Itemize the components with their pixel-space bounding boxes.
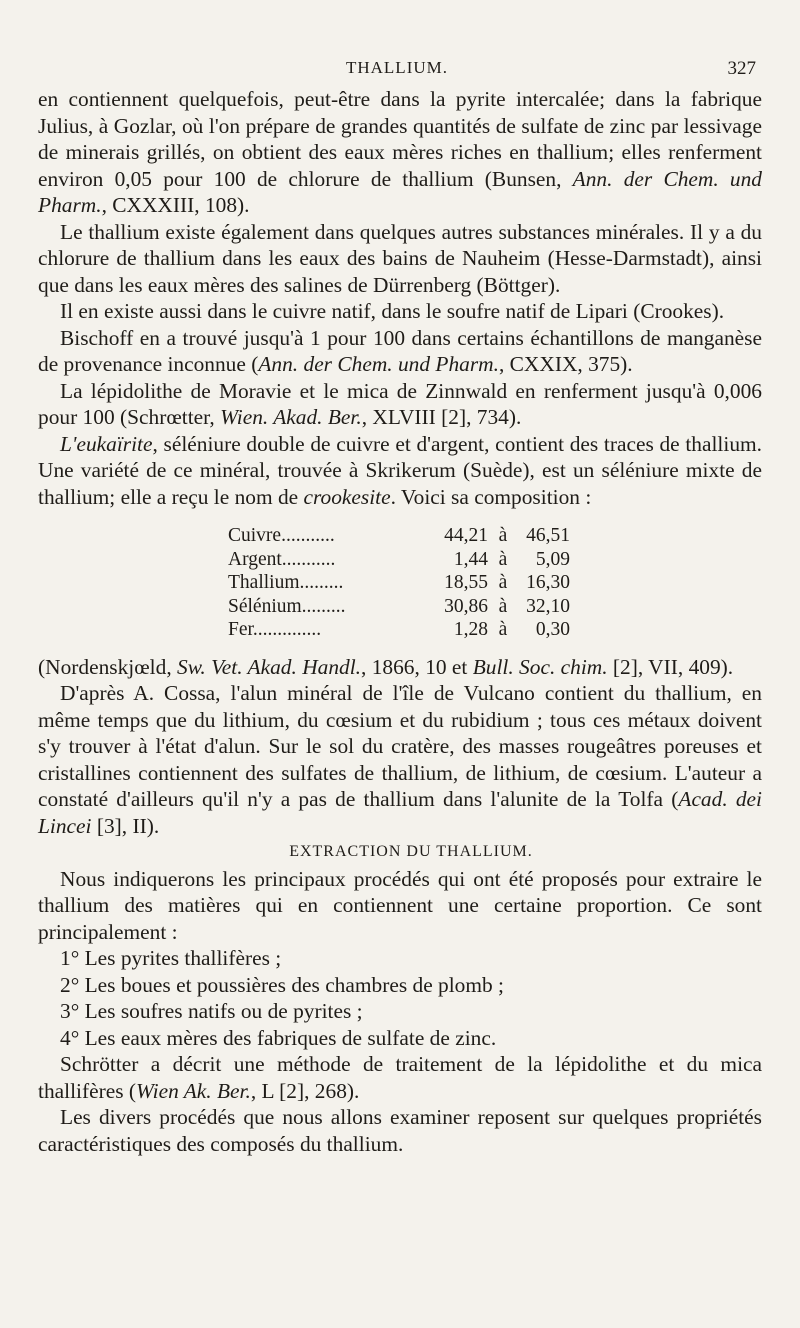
composition-row	[228, 548, 570, 572]
paragraph-lipari: Il en existe aussi dans le cuivre natif, dans le soufre natif de Lipari (Crookes).	[60, 299, 725, 323]
paragraph-text: en contiennent quelquefois, peut-être dans la pyrite intercalée; dans la fabrique Julius, à Gozlar, où l'on prépare de grandes quantités de sulfate de zinc par lessivage de minerais grillés, on obtient des eaux mères riches en thallium; elles renferment environ 0,05 pour 100 de chlorure de thallium (Bunsen,	[38, 87, 762, 191]
paragraph-text: [3], II).	[91, 813, 160, 838]
paragraph-text: , CXXXIII, 108).	[101, 193, 250, 217]
paragraph-conclusion: Les divers procédés que nous allons examiner reposent sur quelques propriétés caractéristiques des composés du thallium.	[38, 1105, 762, 1156]
paragraph-schroetter	[38, 1051, 762, 1104]
page-number: 327	[727, 58, 756, 79]
citation: Bull. Soc. chim.	[472, 654, 608, 679]
composition-table	[228, 524, 570, 642]
paragraph-bischoff	[38, 325, 762, 378]
paragraph-text: . Voici sa composition :	[390, 484, 592, 509]
paragraph-continuation	[38, 86, 762, 219]
paragraph-nordenskjoeld	[38, 654, 762, 681]
mineral-name: L'eukaïrite	[60, 431, 153, 456]
body-text	[38, 86, 762, 1157]
composition-element: Cuivre...........	[228, 525, 335, 546]
section-heading: EXTRACTION DU THALLIUM.	[289, 843, 533, 860]
list-item: 4° Les eaux mères des fabriques de sulfate de zinc.	[60, 1025, 497, 1050]
citation: Wien. Akad. Ber.	[220, 405, 362, 429]
paragraph-text: (Nordenskjœld,	[38, 654, 178, 679]
paragraph-text: [2], VII, 409).	[607, 654, 734, 679]
composition-element: Thallium.........	[228, 572, 344, 593]
list-item: 1° Les pyrites thallifères ;	[60, 946, 282, 970]
composition-element: Fer..............	[228, 619, 322, 640]
paragraph-text: Schrötter a décrit une méthode de traitement de la lépidolithe et du mica thallifères (	[38, 1052, 762, 1103]
citation: Sw. Vet. Akad. Handl.	[177, 654, 362, 679]
paragraph-text: La lépidolithe de Moravie et le mica de Zinnwald en renferment jusqu'à 0,006 pour 100 (Schrœtter,	[38, 378, 762, 429]
composition-max: 5,09	[535, 548, 570, 570]
citation: Wien Ak. Ber.	[136, 1078, 251, 1103]
composition-separator: à	[498, 548, 508, 570]
paragraph-lepidolithe	[38, 378, 762, 431]
paragraph-text: , L [2], 268).	[250, 1078, 360, 1103]
paragraph-text: , XLVIII [2], 734).	[361, 405, 522, 429]
composition-max: 46,51	[526, 525, 570, 546]
paragraph-text: D'après A. Cossa, l'alun minéral de l'île de Vulcano contient du thallium, en même temps que du lithium, du cœsium et du rubidium ; tous ces métaux doivent s'y trouver à l'état d'alun. Sur le sol du cratère, des masses rougeâtres poreuses et cristallines contiennent des sulfates de thallium, de lithium, de cœsium. L'auteur a constaté d'ailleurs qu'il n'y a pas de thallium dans l'alunite de la Tolfa (	[38, 681, 762, 811]
paragraph-text: , séléniure double de cuivre et d'argent, contient des traces de thallium. Une variété de ce minéral, trouvée à Skrikerum (Suède), est un séléniure mixte de thallium; elle a reçu le nom de	[38, 431, 762, 509]
composition-element: Argent...........	[228, 548, 336, 570]
composition-min: 1,28	[453, 619, 488, 640]
composition-min: 1,44	[453, 548, 488, 570]
composition-element: Sélénium.........	[228, 595, 346, 617]
composition-row	[228, 618, 570, 642]
composition-max: 0,30	[535, 619, 570, 640]
composition-max: 32,10	[526, 595, 570, 617]
composition-min: 44,21	[444, 525, 488, 546]
composition-row	[228, 595, 570, 619]
composition-separator: à	[498, 572, 508, 593]
paragraph-text: Bischoff en a trouvé jusqu'à 1 pour 100 dans certains échantillons de manganèse de provenance inconnue (	[38, 325, 762, 376]
composition-separator: à	[498, 619, 508, 640]
paragraph-text: , 1866, 10 et	[361, 654, 473, 679]
composition-separator: à	[498, 525, 508, 546]
citation: Acad. dei Lincei	[38, 787, 762, 838]
composition-min: 18,55	[444, 572, 488, 593]
list-item: 3° Les soufres natifs ou de pyrites ;	[60, 999, 363, 1023]
paragraph-eukairite	[38, 431, 762, 511]
composition-separator: à	[498, 595, 508, 617]
composition-min: 30,86	[444, 595, 488, 617]
list-item: 2° Les boues et poussières des chambres de plomb ;	[60, 972, 504, 997]
paragraph-procedes: Nous indiquerons les principaux procédés qui ont été proposés pour extraire le thallium des matières qui en contiennent une certaine proportion. Ce sont principalement :	[38, 866, 762, 944]
composition-row	[228, 524, 570, 548]
running-title: THALLIUM.	[345, 58, 448, 77]
citation: Ann. der Chem. und Pharm.	[38, 166, 763, 217]
paragraph-nauheim: Le thallium existe également dans quelques autres substances minérales. Il y a du chlorure de thallium dans les eaux des bains de Nauheim (Hesse-Darmstadt), ainsi que dans les eaux mères des salines de Dürrenberg (Böttger).	[38, 219, 762, 297]
running-head	[38, 58, 756, 84]
citation: Ann. der Chem. und Pharm.	[258, 352, 499, 376]
paragraph-cossa	[38, 680, 762, 839]
paragraph-text: , CXXIX, 375).	[498, 352, 633, 376]
composition-row	[228, 571, 570, 595]
mineral-name: crookesite	[303, 484, 391, 509]
composition-max: 16,30	[526, 572, 570, 593]
